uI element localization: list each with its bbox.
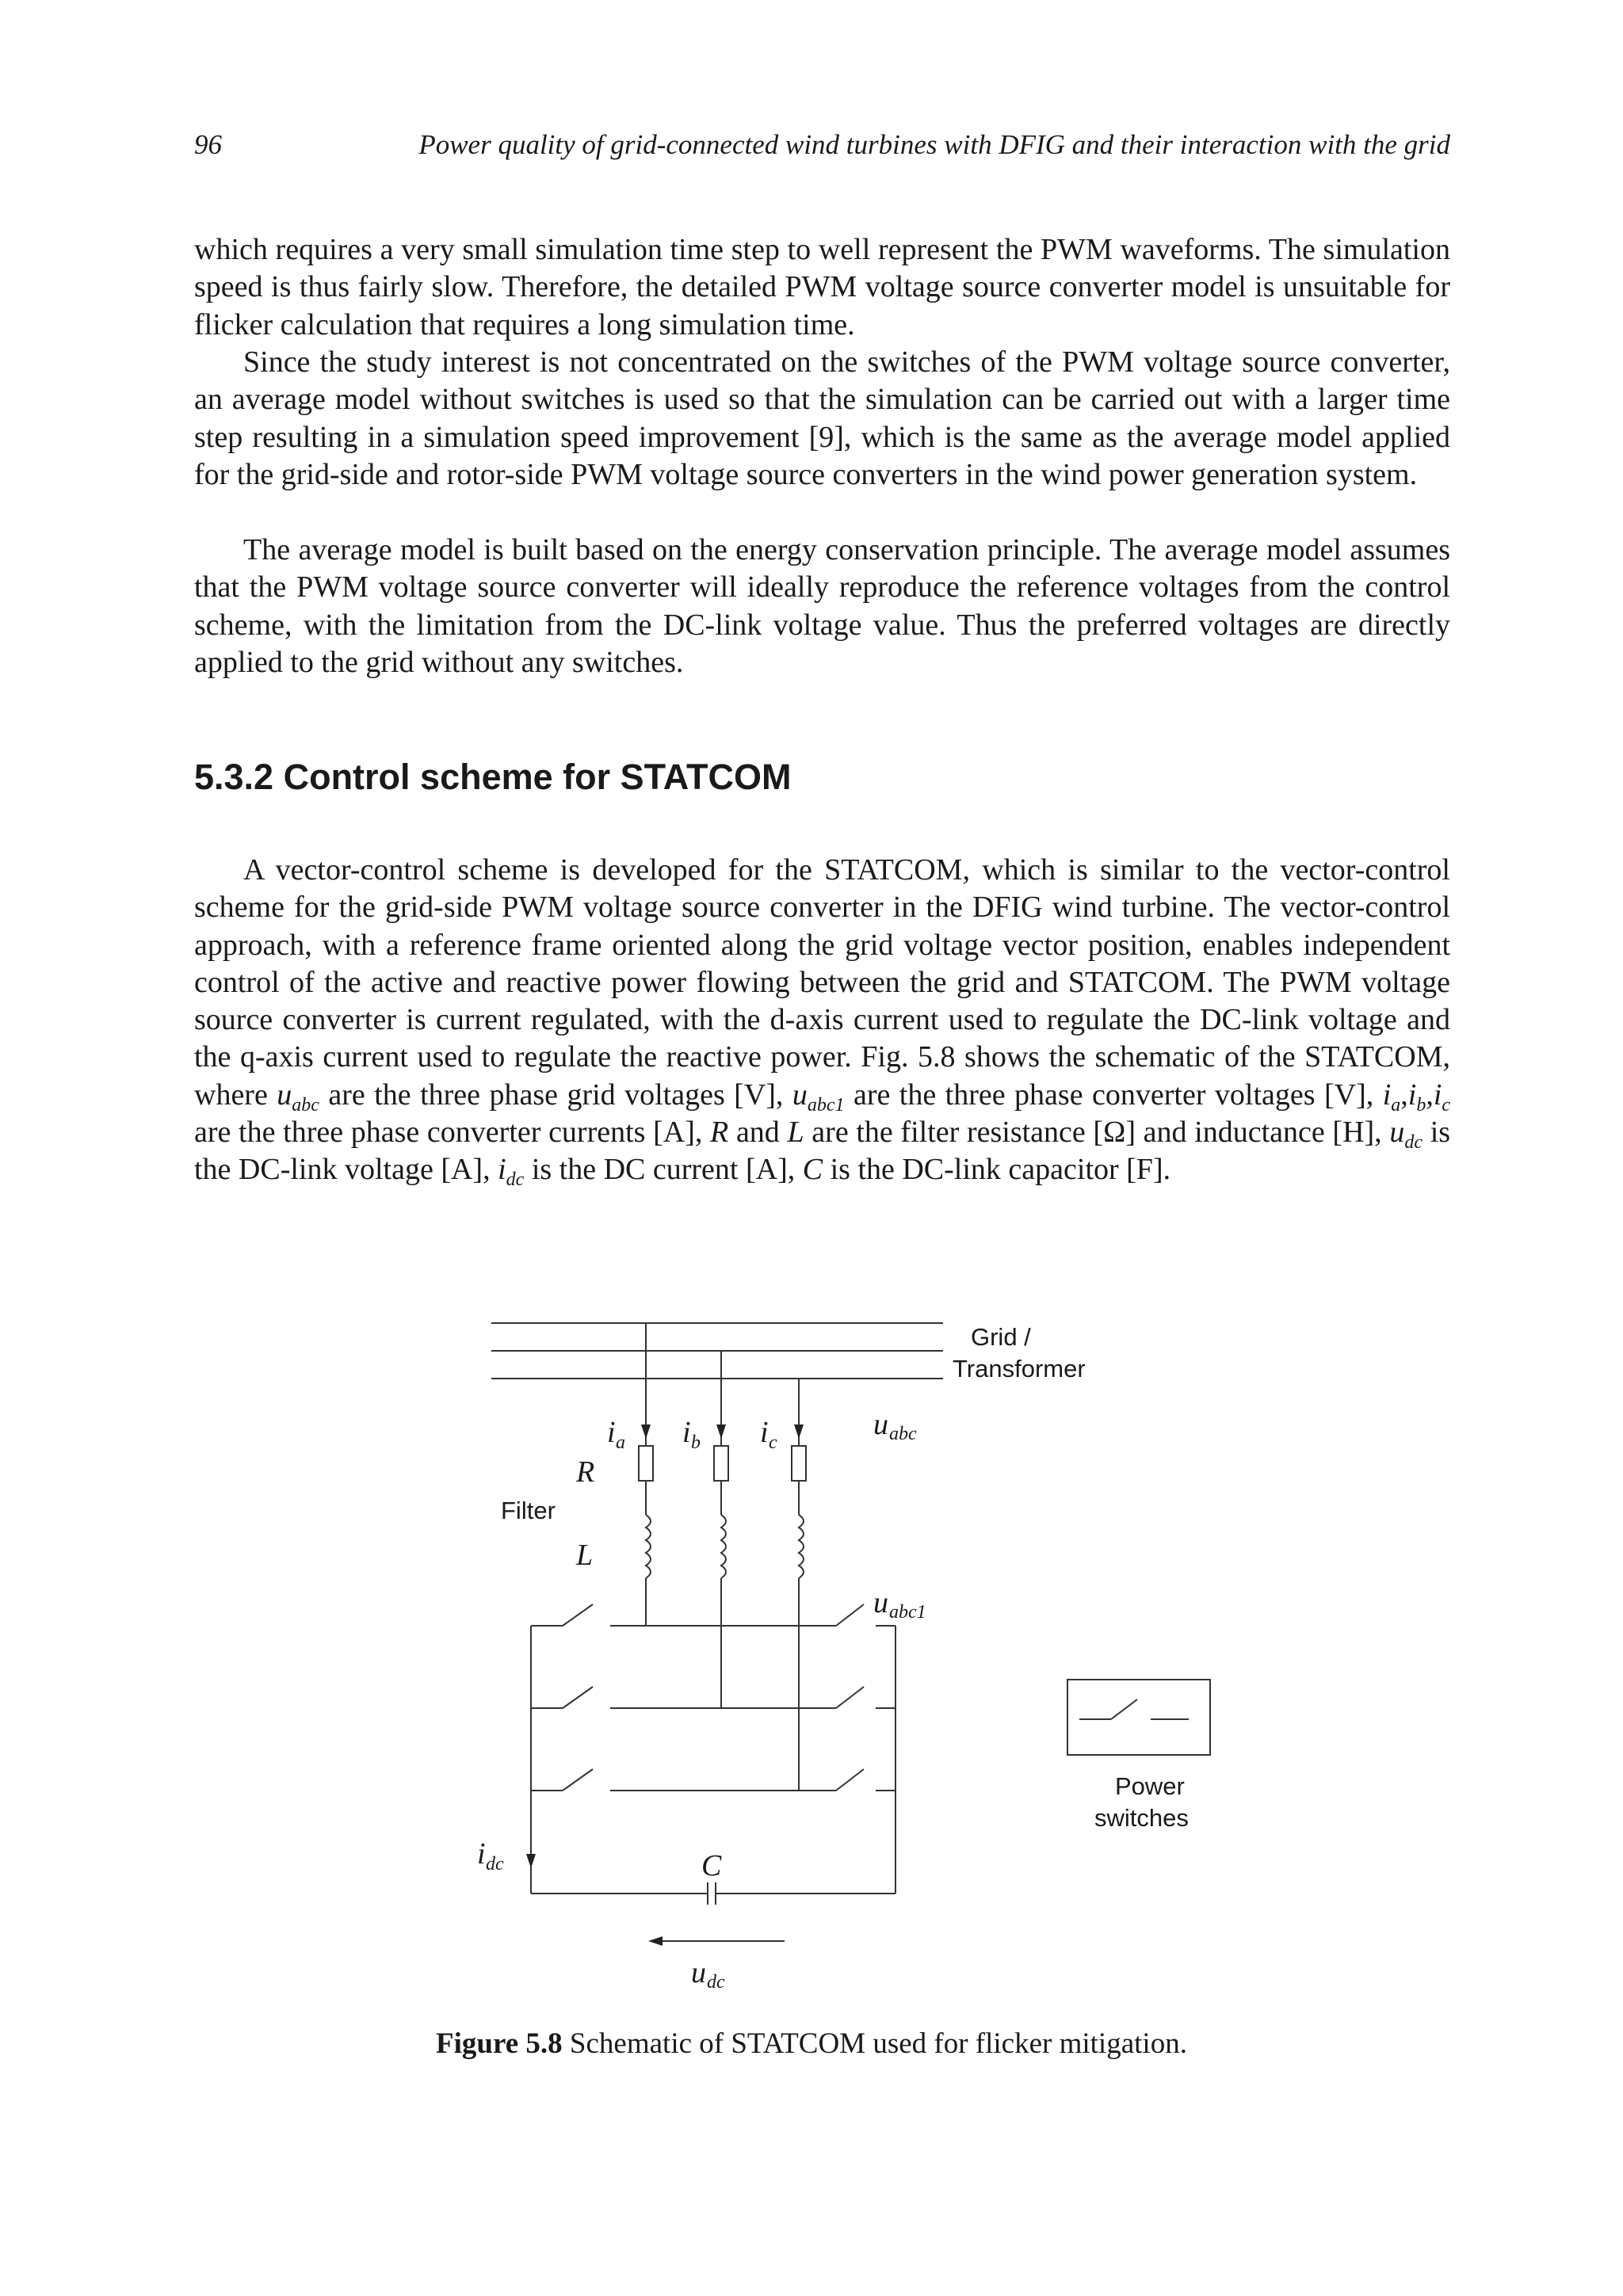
comma-1: , [1400, 1077, 1408, 1112]
p4-text-9: is the DC current [A], [531, 1153, 796, 1187]
switch-c-right [836, 1769, 864, 1791]
ia-sub: a [616, 1432, 625, 1453]
udc-arrowhead [648, 1936, 663, 1946]
l-label: L [576, 1539, 594, 1572]
p4-text-10: is the DC-link capacitor [F]. [830, 1153, 1171, 1187]
running-header [194, 129, 1450, 169]
sub-c: c [1442, 1094, 1451, 1116]
uabc-sub: abc [889, 1424, 917, 1444]
p4-text-6: are the filter resistance [ [812, 1116, 1104, 1150]
switch-a-right [836, 1604, 864, 1626]
switch-b-right [836, 1687, 864, 1708]
var-i-a: i [1382, 1077, 1392, 1112]
figure-caption-text: Schematic of STATCOM used for flicker mitigation. [562, 2027, 1187, 2060]
switch-a-left [563, 1604, 593, 1626]
figure-caption-label: Figure 5.8 [436, 2027, 563, 2060]
grid-label-1: Grid / [971, 1323, 1031, 1351]
current-arrow-c [794, 1425, 804, 1439]
paragraph-3: The average model is built based on the energy conservation principle. The average model assumes that the PWM voltage source converter will ideally reproduce the reference voltages from the control scheme, with the limitation from the DC-link voltage value. Thus the preferred voltages are directly applied to the grid without any switches. [194, 533, 1450, 679]
ic-label: i [760, 1416, 769, 1449]
resistor-c [792, 1446, 806, 1481]
sub-abc1: abc1 [807, 1094, 845, 1116]
udc-sub: dc [707, 1972, 725, 1993]
var-r: R [710, 1116, 729, 1150]
ia-label: i [607, 1416, 616, 1449]
p4-text-2: are the three phase grid voltages [V], [328, 1077, 784, 1112]
sub-a: a [1391, 1094, 1401, 1116]
var-i-b: i [1407, 1077, 1417, 1112]
idc-sub: dc [486, 1854, 504, 1875]
var-u-dc: u [1389, 1116, 1405, 1150]
ic-sub: c [769, 1432, 777, 1453]
power-switch-legend-box [1067, 1680, 1210, 1755]
filter-label: Filter [501, 1497, 556, 1524]
statcom-schematic [468, 1299, 1228, 1993]
sub-dc-2: dc [506, 1169, 525, 1191]
section-heading: 5.3.2 Control scheme for STATCOM [194, 757, 792, 797]
p4-text-8: is the DC-link voltage [A], [194, 1116, 1451, 1187]
running-header-title: Power quality of grid-connected wind turbines with DFIG and their interaction with the grid [418, 129, 1450, 160]
sub-abc: abc [292, 1094, 319, 1116]
figure-caption [0, 2027, 1623, 2061]
paragraph-1: which requires a very small simulation time step to well represent the PWM waveforms. The simulation speed is thus fairly slow. Therefore, the detailed PWM voltage source converter model is unsuitable for flicker calculation that requires a long simulation time. [194, 233, 1450, 341]
omega-symbol: Ω [1103, 1116, 1126, 1150]
switch-b-left [563, 1687, 593, 1708]
var-u-abc: u [277, 1077, 292, 1112]
paragraph-2: Since the study interest is not concentrated on the switches of the PWM voltage source converter, an average model without switches is used so that the simulation can be carried out with a larger time step resulting in a simulation speed improvement [9], which is the same as the average model applied for the grid-side and rotor-side PWM voltage source converters in the wind power generation system. [194, 345, 1450, 491]
inductor-c [799, 1515, 804, 1578]
sub-b: b [1416, 1094, 1426, 1116]
inductor-b [721, 1515, 726, 1578]
p4-text-1: A vector-control scheme is developed for the STATCOM, which is similar to the vector-control scheme for the grid-side PWM voltage source converter in the DFIG wind turbine. The vector-control approach, with a reference frame oriented along the grid voltage vector position, enables independent control of the active and reactive power flowing between the grid and STATCOM. The PWM voltage source converter is current regulated, with the d-axis current used to regulate the DC-link voltage and the q-axis current used to regulate the reactive power. Fig. 5.8 shows the schematic of the STATCOM, where [194, 853, 1450, 1112]
switch-c-left [563, 1769, 593, 1791]
var-l: L [787, 1116, 804, 1150]
uabc-label: u [873, 1408, 888, 1441]
power-switches-label-1: Power [1115, 1772, 1185, 1800]
current-arrow-b [716, 1425, 726, 1439]
uabc1-label: u [873, 1586, 888, 1619]
ib-sub: b [691, 1432, 701, 1453]
resistor-b [714, 1446, 728, 1481]
var-u-abc1: u [792, 1077, 808, 1112]
current-arrow-a [641, 1425, 651, 1439]
resistor-a [639, 1446, 653, 1481]
var-c: C [802, 1153, 823, 1187]
udc-label: u [691, 1956, 706, 1989]
idc-label: i [477, 1837, 486, 1871]
page-number: 96 [194, 129, 222, 160]
var-i-c: i [1433, 1077, 1442, 1112]
idc-arrow [526, 1854, 536, 1868]
p4-text-4: are the three phase converter currents [A], [194, 1116, 703, 1150]
c-label: C [701, 1849, 722, 1882]
inductor-a [646, 1515, 651, 1578]
paragraph-4 [194, 852, 1450, 1189]
comma-2: , [1426, 1077, 1434, 1112]
sub-dc: dc [1404, 1132, 1423, 1154]
var-i-dc: i [498, 1153, 506, 1187]
power-switches-label-2: switches [1094, 1804, 1189, 1832]
ib-label: i [682, 1416, 691, 1449]
grid-label-2: Transformer [953, 1355, 1086, 1383]
p4-text-5: and [735, 1116, 780, 1150]
p4-text-3: are the three phase converter voltages [V], [853, 1077, 1374, 1112]
r-label: R [576, 1455, 595, 1489]
uabc1-sub: abc1 [889, 1602, 926, 1623]
p4-text-7: ] and inductance [H], [1125, 1116, 1382, 1150]
